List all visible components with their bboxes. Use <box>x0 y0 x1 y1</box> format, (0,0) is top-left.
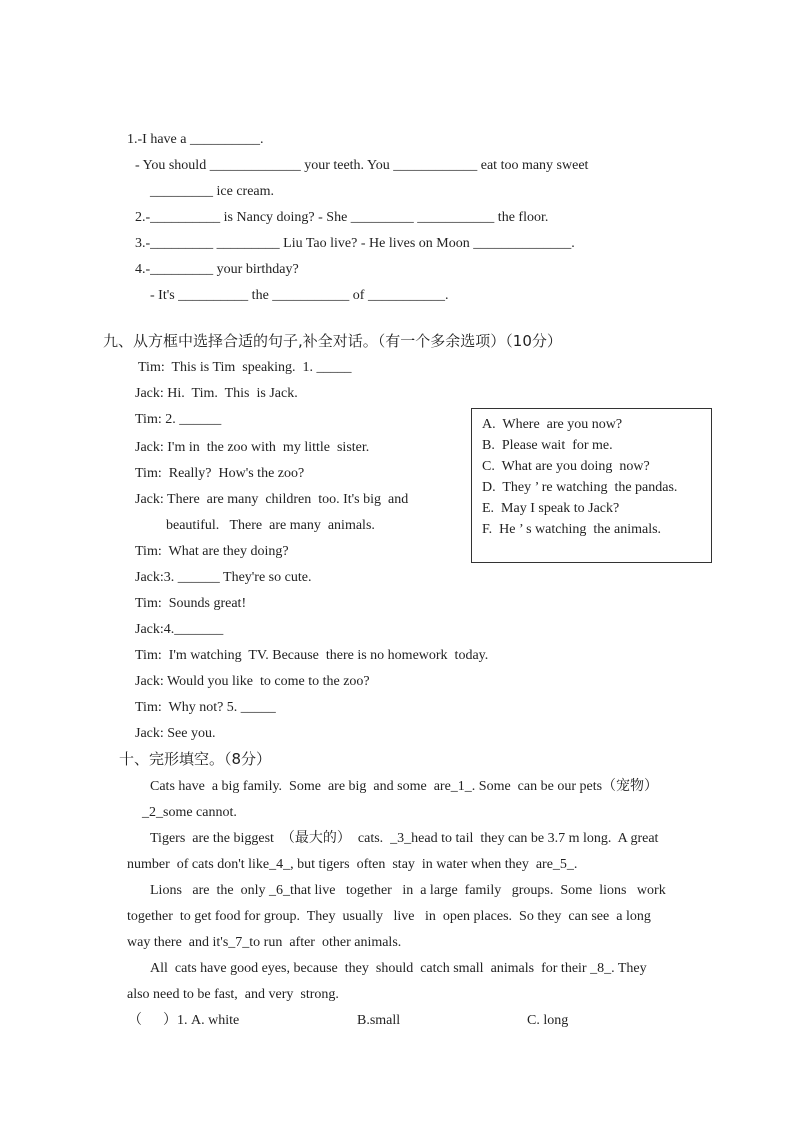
passage-line: Cats have a big family. Some are big and some are_1_. Some can be our pets（宠物） <box>150 779 659 794</box>
dialogue-line: Tim: Really? How's the zoo? <box>135 466 305 481</box>
option-e: E. May I speak to Jack? <box>482 501 620 516</box>
option-f: F. He ’ s watching the animals. <box>482 522 662 537</box>
s8-line-6: 4.-_________ your birthday? <box>135 262 299 277</box>
dialogue-line: Tim: Why not? 5. _____ <box>135 700 276 715</box>
passage-line: also need to be fast, and very strong. <box>127 987 339 1002</box>
passage-line: _2_some cannot. <box>142 805 237 820</box>
passage-line: All cats have good eyes, because they should catch small animals for their _8_. They <box>150 961 647 976</box>
dialogue-line: Tim: This is Tim speaking. 1. _____ <box>138 360 352 375</box>
passage-line: Tigers are the biggest （最大的） cats. _3_head to tail they can be 3.7 m long. A great <box>150 831 659 846</box>
dialogue-line: Jack: Hi. Tim. This is Jack. <box>135 386 298 401</box>
passage-line: together to get food for group. They usually live in open places. So they can see a long <box>127 909 651 924</box>
question-1-option-a: （ ）1. A. white <box>128 1013 240 1028</box>
dialogue-line: Tim: 2. ______ <box>135 412 222 427</box>
dialogue-line: Tim: What are they doing? <box>135 544 289 559</box>
question-1-option-b: B.small <box>357 1013 401 1028</box>
option-c: C. What are you doing now? <box>482 459 650 474</box>
s8-line-7: - It's __________ the ___________ of ___________. <box>150 288 449 303</box>
dialogue-line: Jack:4._______ <box>135 622 224 637</box>
options-box <box>471 408 712 563</box>
question-1-option-c: C. long <box>527 1013 569 1028</box>
dialogue-line: Jack:3. ______ They're so cute. <box>135 570 312 585</box>
dialogue-line: Jack: There are many children too. It's big and <box>135 492 409 507</box>
s8-line-4: 2.-__________ is Nancy doing? - She _________ ___________ the floor. <box>135 210 549 225</box>
dialogue-line: Jack: I'm in the zoo with my little sister. <box>135 440 370 455</box>
option-b: B. Please wait for me. <box>482 438 613 453</box>
section9-heading: 九、从方框中选择合适的句子,补全对话。（有一个多余选项）（10分） <box>103 332 562 350</box>
dialogue-line: Tim: Sounds great! <box>135 596 247 611</box>
dialogue-line: Jack: Would you like to come to the zoo? <box>135 674 370 689</box>
s8-line-2: - You should _____________ your teeth. You ____________ eat too many sweet <box>135 158 589 173</box>
dialogue-line: Tim: I'm watching TV. Because there is no homework today. <box>135 648 489 663</box>
s8-line-3: _________ ice cream. <box>150 184 275 199</box>
option-a: A. Where are you now? <box>482 417 623 432</box>
dialogue-line: Jack: See you. <box>135 726 216 741</box>
s8-line-1: 1.-I have a __________. <box>127 132 264 147</box>
s8-line-5: 3.-_________ _________ Liu Tao live? - He lives on Moon ______________. <box>135 236 575 251</box>
dialogue-line: beautiful. There are many animals. <box>166 518 375 533</box>
option-d: D. They ’ re watching the pandas. <box>482 480 678 495</box>
section10-heading: 十、完形填空。（8分） <box>119 750 272 768</box>
passage-line: Lions are the only _6_that live together in a large family groups. Some lions work <box>150 883 666 898</box>
passage-line: number of cats don't like_4_, but tigers often stay in water when they are_5_. <box>127 857 578 872</box>
passage-line: way there and it's_7_to run after other animals. <box>127 935 402 950</box>
